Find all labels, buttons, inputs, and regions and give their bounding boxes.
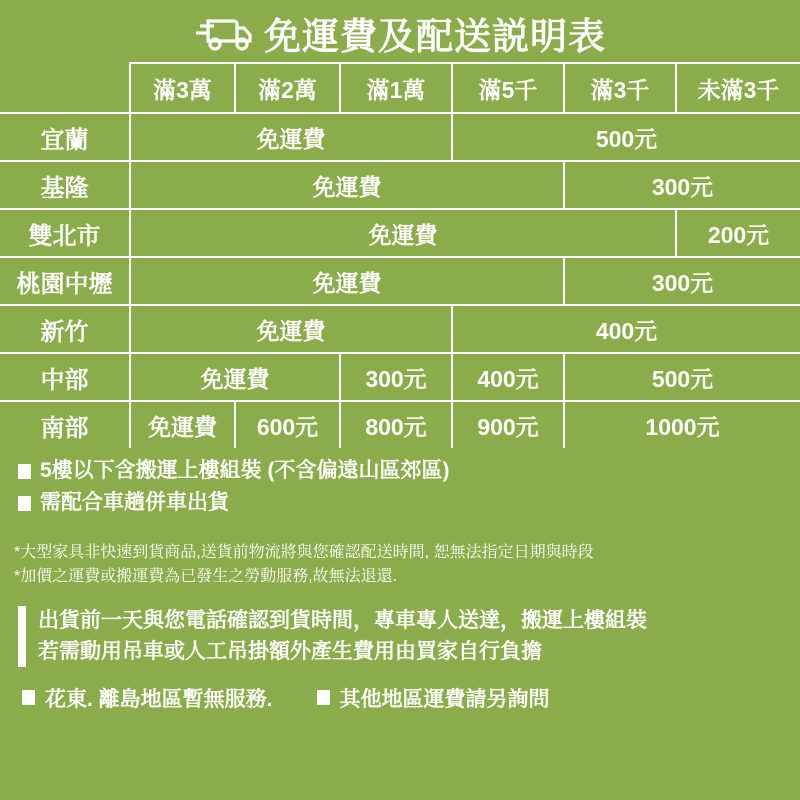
row-header: 宜蘭 xyxy=(0,113,130,161)
table-cell: 免運費 xyxy=(130,305,452,353)
table-cell: 400元 xyxy=(452,353,564,401)
table-row xyxy=(0,257,800,305)
highlight-line: 出貨前一天與您電話確認到貨時間，專車專人送達，搬運上樓組裝 xyxy=(38,609,647,633)
truck-icon xyxy=(194,13,254,53)
table-row xyxy=(0,353,800,401)
table-cell: 免運費 xyxy=(130,161,564,209)
column-header: 滿5千 xyxy=(452,63,564,113)
note-text: 需配合車趟併車出貨 xyxy=(40,491,229,515)
row-header: 基隆 xyxy=(0,161,130,209)
note-text: 5樓以下含搬運上樓組裝 (不含偏遠山區郊區) xyxy=(40,459,450,482)
row-header: 雙北市 xyxy=(0,209,130,257)
table-cell: 免運費 xyxy=(130,257,564,305)
table-cell: 免運費 xyxy=(130,113,452,161)
table-cell: 200元 xyxy=(676,209,800,257)
square-bullet-icon xyxy=(18,496,31,511)
table-cell: 300元 xyxy=(340,353,452,401)
table-row xyxy=(0,305,800,353)
table-cell: 免運費 xyxy=(130,401,235,448)
row-header: 中部 xyxy=(0,353,130,401)
fineprint-line: *加價之運費或搬運費為已發生之勞動服務,故無法退還. xyxy=(14,568,398,586)
table-cell: 400元 xyxy=(452,305,800,353)
column-header: 滿2萬 xyxy=(235,63,340,113)
note-item xyxy=(18,458,800,484)
table-row xyxy=(0,113,800,161)
table-cell: 800元 xyxy=(340,401,452,448)
table-cell: 免運費 xyxy=(130,353,340,401)
row-header: 南部 xyxy=(0,401,130,448)
table-cell: 500元 xyxy=(564,353,800,401)
footer-row xyxy=(0,667,800,713)
footer-text: 其他地區運費請另詢問 xyxy=(339,687,550,711)
vertical-bar-icon xyxy=(18,606,26,667)
row-header: 桃園中壢 xyxy=(0,257,130,305)
table-cell: 500元 xyxy=(452,113,800,161)
table-row xyxy=(0,161,800,209)
table-corner-cell xyxy=(0,63,130,113)
square-bullet-icon xyxy=(317,690,330,705)
table-cell: 900元 xyxy=(452,401,564,448)
square-bullet-icon xyxy=(22,690,35,705)
column-header: 未滿3千 xyxy=(676,63,800,113)
table-cell: 300元 xyxy=(564,257,800,305)
table-cell: 免運費 xyxy=(130,209,676,257)
table-row xyxy=(0,401,800,448)
notes-list xyxy=(0,448,800,517)
page-title: 免運費及配送説明表 xyxy=(264,16,606,57)
highlight-lines xyxy=(38,606,647,667)
table-cell: 600元 xyxy=(235,401,340,448)
table-cell: 300元 xyxy=(564,161,800,209)
footer-text: 花東. 離島地區暫無服務. xyxy=(45,687,273,711)
note-item xyxy=(18,490,800,516)
table-cell: 1000元 xyxy=(564,401,800,448)
table-row xyxy=(0,209,800,257)
table-header-row xyxy=(0,63,800,113)
row-header: 新竹 xyxy=(0,305,130,353)
page-title-row xyxy=(0,0,800,62)
shipping-fee-table xyxy=(0,62,800,448)
column-header: 滿1萬 xyxy=(340,63,452,113)
column-header: 滿3千 xyxy=(564,63,676,113)
column-header: 滿3萬 xyxy=(130,63,235,113)
highlight-block xyxy=(0,590,800,667)
highlight-line: 若需動用吊車或人工吊掛額外產生費用由買家自行負擔 xyxy=(38,639,542,663)
fineprint-line: *大型家具非快速到貨商品,送貨前物流將與您確認配送時間, 恕無法指定日期與時段 xyxy=(14,543,594,561)
square-bullet-icon xyxy=(18,464,31,479)
fineprint-block xyxy=(0,523,800,591)
